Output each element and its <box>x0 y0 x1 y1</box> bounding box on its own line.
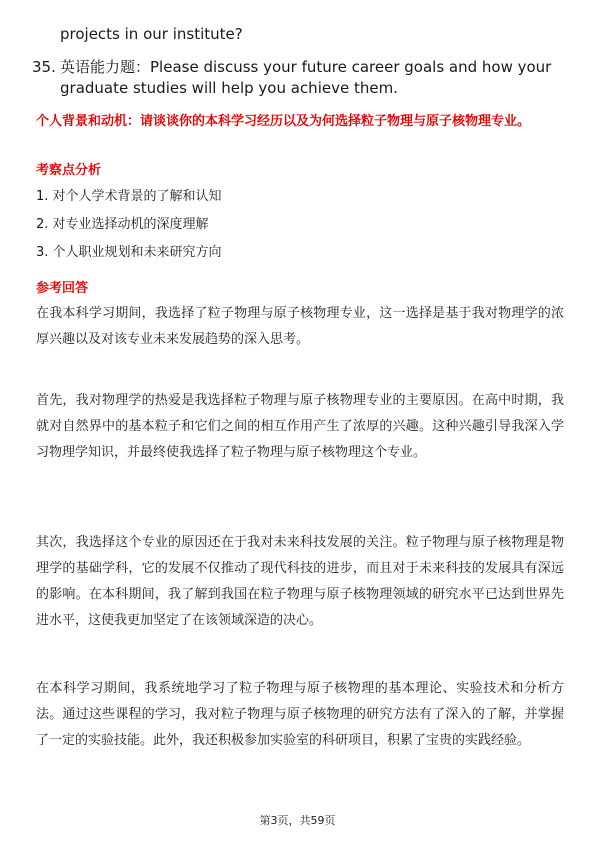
analysis-point: 3. 个人职业规划和未来研究方向 <box>36 245 222 260</box>
answer-label: 参考回答 <box>36 281 89 296</box>
answer-paragraph: 在我本科学习期间，我选择了粒子物理与原子核物理专业，这一选择是基于我对物理学的浓厚兴趣以及对该专业未来发展趋势的深入思考。 <box>36 306 564 347</box>
analysis-label: 考察点分析 <box>36 163 102 178</box>
question-number: 35. <box>32 58 56 76</box>
question-text: 英语能力题：Please discuss your future career goals and how your graduate studies will help you achieve them. <box>60 58 552 97</box>
analysis-point: 2. 对专业选择动机的深度理解 <box>36 217 209 232</box>
answer-paragraph: 其次，我选择这个专业的原因还在于我对未来科技发展的关注。粒子物理与原子核物理是物理学的基础学科，它的发展不仅推动了现代科技的进步，而且对于未来科技的发展具有深远的影响。在本科期间，我了解到我国在粒子物理与原子核物理领域的研究水平已达到世界先进水平，这使我更加坚定了在该领域深造的决心。 <box>36 535 564 628</box>
section-heading: 个人背景和动机：请谈谈你的本科学习经历以及为何选择粒子物理与原子核物理专业。 <box>36 114 531 129</box>
question-continuation: projects in our institute? <box>60 25 243 43</box>
analysis-point: 1. 对个人学术背景的了解和认知 <box>36 189 222 204</box>
answer-paragraph: 首先，我对物理学的热爱是我选择粒子物理与原子核物理专业的主要原因。在高中时期，我就对自然界中的基本粒子和它们之间的相互作用产生了浓厚的兴趣。这种兴趣引导我深入学习物理学知识，并最终使我选择了粒子物理与原子核物理这个专业。 <box>36 393 564 460</box>
answer-paragraph: 在本科学习期间，我系统地学习了粒子物理与原子核物理的基本理论、实验技术和分析方法。通过这些课程的学习，我对粒子物理与原子核物理的研究方法有了深入的了解，并掌握了一定的实验技能。此外，我还积极参加实验室的科研项目，积累了宝贵的实践经验。 <box>36 681 564 748</box>
question-35 <box>32 57 562 99</box>
page-footer: 第3页，共59页 <box>259 814 336 827</box>
